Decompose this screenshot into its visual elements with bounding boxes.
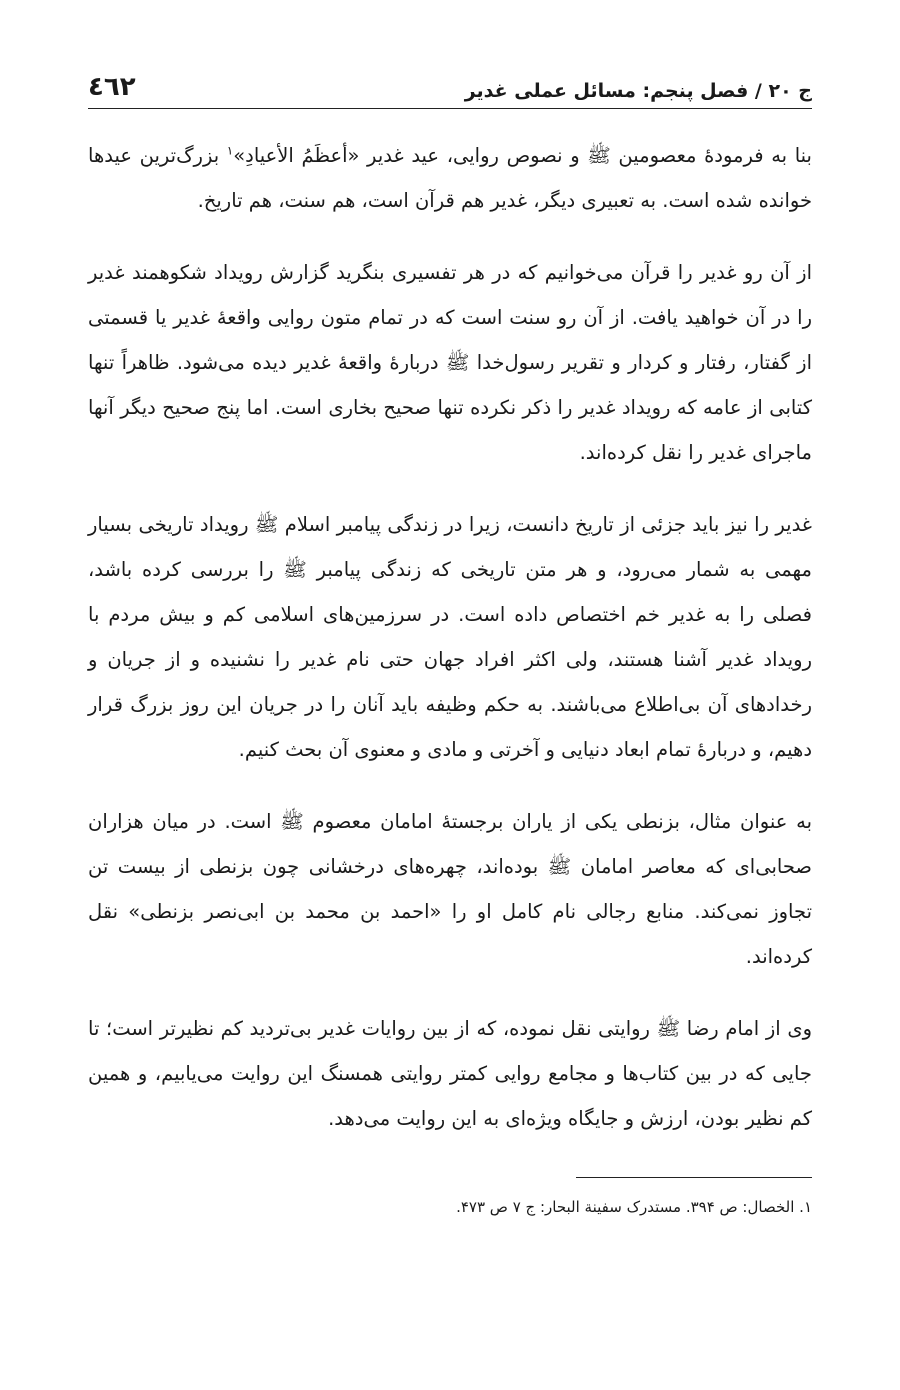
- paragraph-3: غدیر را نیز باید جزئی از تاریخ دانست، زیرا در زندگی پیامبر اسلام ﷺ رویداد تاریخی بسیار مهمی به شمار می‌رود، و هر متن تاریخی که زندگی پیامبر ﷺ را بررسی کرده باشد، فصلی را به غدیر خم اختصاص داده است. در سرزمین‌های اسلامی کم و بیش مردم با رویداد غدیر آشنا هستند، ولی اکثر افراد جهان حتی نام غدیر را نشنیده و از جریان و رخدادهای آن بی‌اطلاع می‌باشند. به حکم وظیفه باید آنان را در جریان این روز بزرگ قرار دهیم، و دربارهٔ تمام ابعاد دنیایی و آخرتی و مادی و معنوی آن بحث کنیم.: [88, 513, 812, 761]
- footnote-marker: ۱: [226, 143, 234, 158]
- page-header: [88, 60, 812, 108]
- running-title: ج ۲۰ / فصل پنجم: مسائل عملی غدیر: [464, 80, 812, 102]
- header-rule: [88, 108, 812, 109]
- footnote-rule: [576, 1177, 812, 1178]
- book-page: [88, 60, 812, 1220]
- paragraph-1: [88, 133, 812, 223]
- paragraph-1-continuation: بزرگ‌ترین عیدها خوانده شده است. به تعبیری دیگر، غدیر هم قرآن است، هم سنت، هم تاریخ.: [88, 144, 812, 212]
- page-number: ٤٦٢: [88, 72, 136, 102]
- paragraph-1-text: بنا به فرمودهٔ معصومین ﷺ و نصوص روایی، عید غدیر «أعظَمُ الأعیادِ»: [233, 144, 812, 167]
- body-text: [88, 133, 812, 1141]
- paragraph-5: وی از امام رضا ﷺ روایتی نقل نموده، که از بین روایات غدیر بی‌تردید کم نظیرتر است؛ تا جایی که در بین کتاب‌ها و مجامع روایی کمتر روایتی همسنگ این روایت می‌یابیم، و همین کم نظیر بودن، ارزش و جایگاه ویژه‌ای به این روایت می‌دهد.: [88, 1017, 812, 1130]
- paragraph-4: به عنوان مثال، بزنطی یکی از یاران برجستهٔ امامان معصوم ﷺ است. در میان هزاران صحابی‌ای که معاصر امامان ﷺ بوده‌اند، چهره‌های درخشانی چون بزنطی از بیست تن تجاوز نمی‌کند. منابع رجالی نام کامل او را «احمد بن محمد بن ابی‌نصر بزنطی» نقل کرده‌اند.: [88, 810, 812, 968]
- paragraph-2: از آن رو غدیر را قرآن می‌خوانیم که در هر تفسیری بنگرید گزارش رویداد شکوهمند غدیر را در آن خواهید یافت. از آن رو سنت است که در تمام متون روایی واقعهٔ غدیر یا قسمتی از گفتار، رفتار و کردار و تقریر رسول‌خدا ﷺ دربارهٔ واقعهٔ غدیر دیده می‌شود. ظاهراً تنها کتابی از عامه که رویداد غدیر را ذکر نکرده تنها صحیح بخاری است. اما پنج صحیح دیگر آنها ماجرای غدیر را نقل کرده‌اند.: [88, 261, 812, 464]
- footnote: ۱. الخصال: ص ۳۹۴. مستدرک سفینة البحار: ج ۷ ص ۴۷۳.: [456, 1198, 812, 1216]
